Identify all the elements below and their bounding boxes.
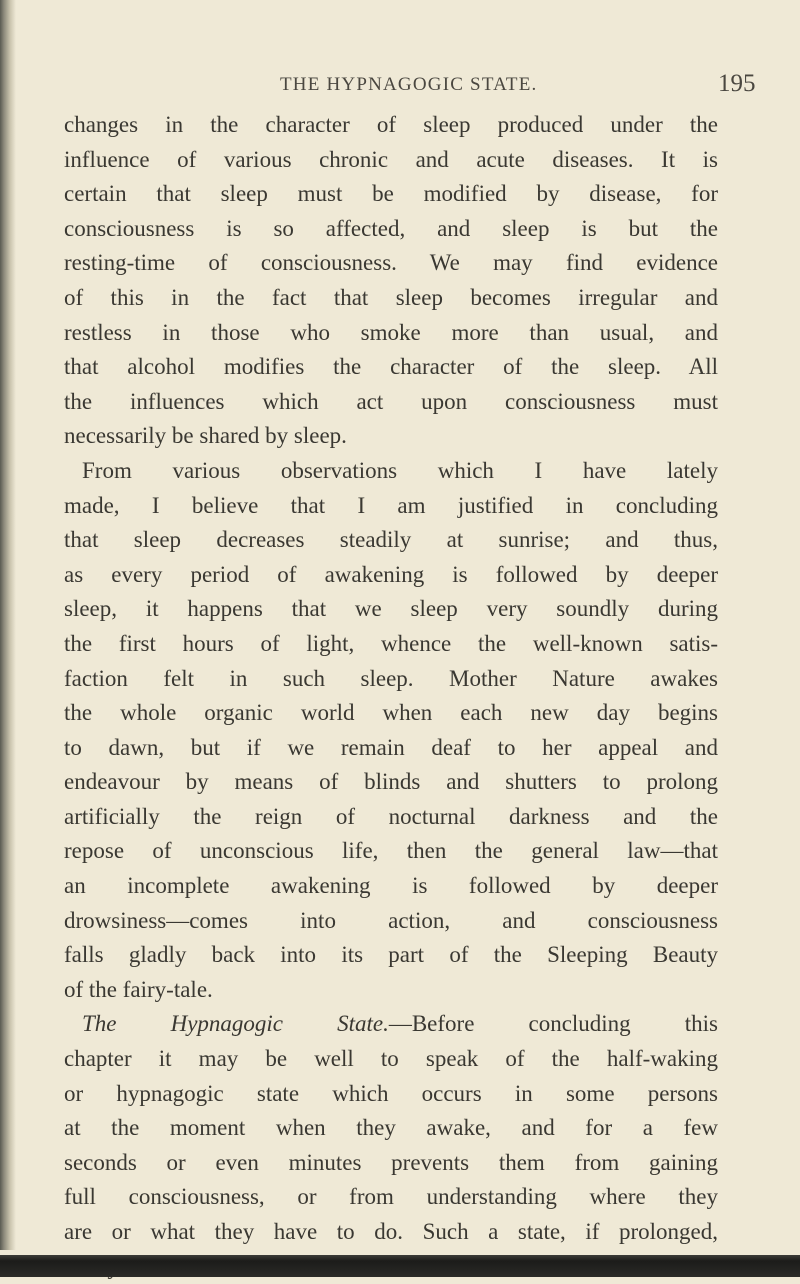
text-line: or hypnagogic state which occurs in some persons bbox=[64, 1080, 718, 1106]
body-text bbox=[64, 108, 718, 1284]
text-line: consciousness is so affected, and sleep is but the bbox=[64, 215, 718, 241]
text-line: artificially the reign of nocturnal darkness and the bbox=[64, 803, 718, 829]
text-line: of this in the fact that sleep becomes irregular and bbox=[64, 284, 718, 310]
running-head: THE HYPNAGOGIC STATE. bbox=[280, 74, 538, 95]
text-line: made, I believe that I am justified in concluding bbox=[64, 492, 718, 518]
text-line: drowsiness—comes into action, and consciousness bbox=[64, 907, 718, 933]
text-line: influence of various chronic and acute diseases. It is bbox=[64, 146, 718, 172]
page-header bbox=[0, 70, 800, 104]
scan-bottom-edge bbox=[0, 1255, 800, 1277]
text-line: at the moment when they awake, and for a few bbox=[64, 1115, 718, 1141]
text-line: as every period of awakening is followed by deeper bbox=[64, 561, 718, 587]
text-line bbox=[64, 1007, 718, 1042]
text-line: repose of unconscious life, then the general law—that bbox=[64, 838, 718, 864]
text-line: faction felt in such sleep. Mother Nature awakes bbox=[64, 665, 718, 691]
text-line: necessarily be shared by sleep. bbox=[64, 423, 347, 449]
text-line: chapter it may be well to speak of the half-waking bbox=[64, 1046, 718, 1072]
text-line: the influences which act upon consciousness must bbox=[64, 388, 718, 414]
page-number: 195 bbox=[718, 70, 756, 97]
text-line: full consciousness, or from understanding where they bbox=[64, 1184, 718, 1210]
text-line: to dawn, but if we remain deaf to her appeal and bbox=[64, 734, 718, 760]
text-line: sleep, it happens that we sleep very soundly during bbox=[64, 596, 718, 622]
text-line: From various observations which I have lately bbox=[82, 457, 718, 483]
text-line: changes in the character of sleep produced under the bbox=[64, 112, 718, 137]
paragraph-2 bbox=[64, 454, 718, 1008]
text-line: falls gladly back into its part of the Sleeping Beauty bbox=[64, 942, 718, 968]
page-binding-edge bbox=[0, 0, 16, 1250]
text-line: endeavour by means of blinds and shutters to prolong bbox=[64, 769, 718, 795]
section-heading: The Hypnagogic State. bbox=[82, 1011, 389, 1037]
text-line: the first hours of light, whence the well-known satis- bbox=[64, 630, 718, 656]
paragraph-1 bbox=[64, 108, 718, 454]
text-line: certain that sleep must be modified by disease, for bbox=[64, 181, 718, 207]
text-line: that alcohol modifies the character of the sleep. All bbox=[64, 354, 718, 380]
text-line: the whole organic world when each new day begins bbox=[64, 700, 718, 726]
text-line: an incomplete awakening is followed by deeper bbox=[64, 873, 718, 899]
text-line: resting-time of consciousness. We may find evidence bbox=[64, 250, 718, 276]
text-line: are or what they have to do. Such a state, if prolonged, bbox=[64, 1219, 718, 1244]
text-line: seconds or even minutes prevents them from gaining bbox=[64, 1149, 718, 1175]
heading-continuation: —Before concluding this bbox=[388, 1011, 718, 1037]
paragraph-3 bbox=[64, 1007, 718, 1284]
text-line: restless in those who smoke more than usual, and bbox=[64, 319, 718, 345]
text-line: of the fairy-tale. bbox=[64, 976, 213, 1002]
text-line: that sleep decreases steadily at sunrise; and thus, bbox=[64, 527, 718, 553]
